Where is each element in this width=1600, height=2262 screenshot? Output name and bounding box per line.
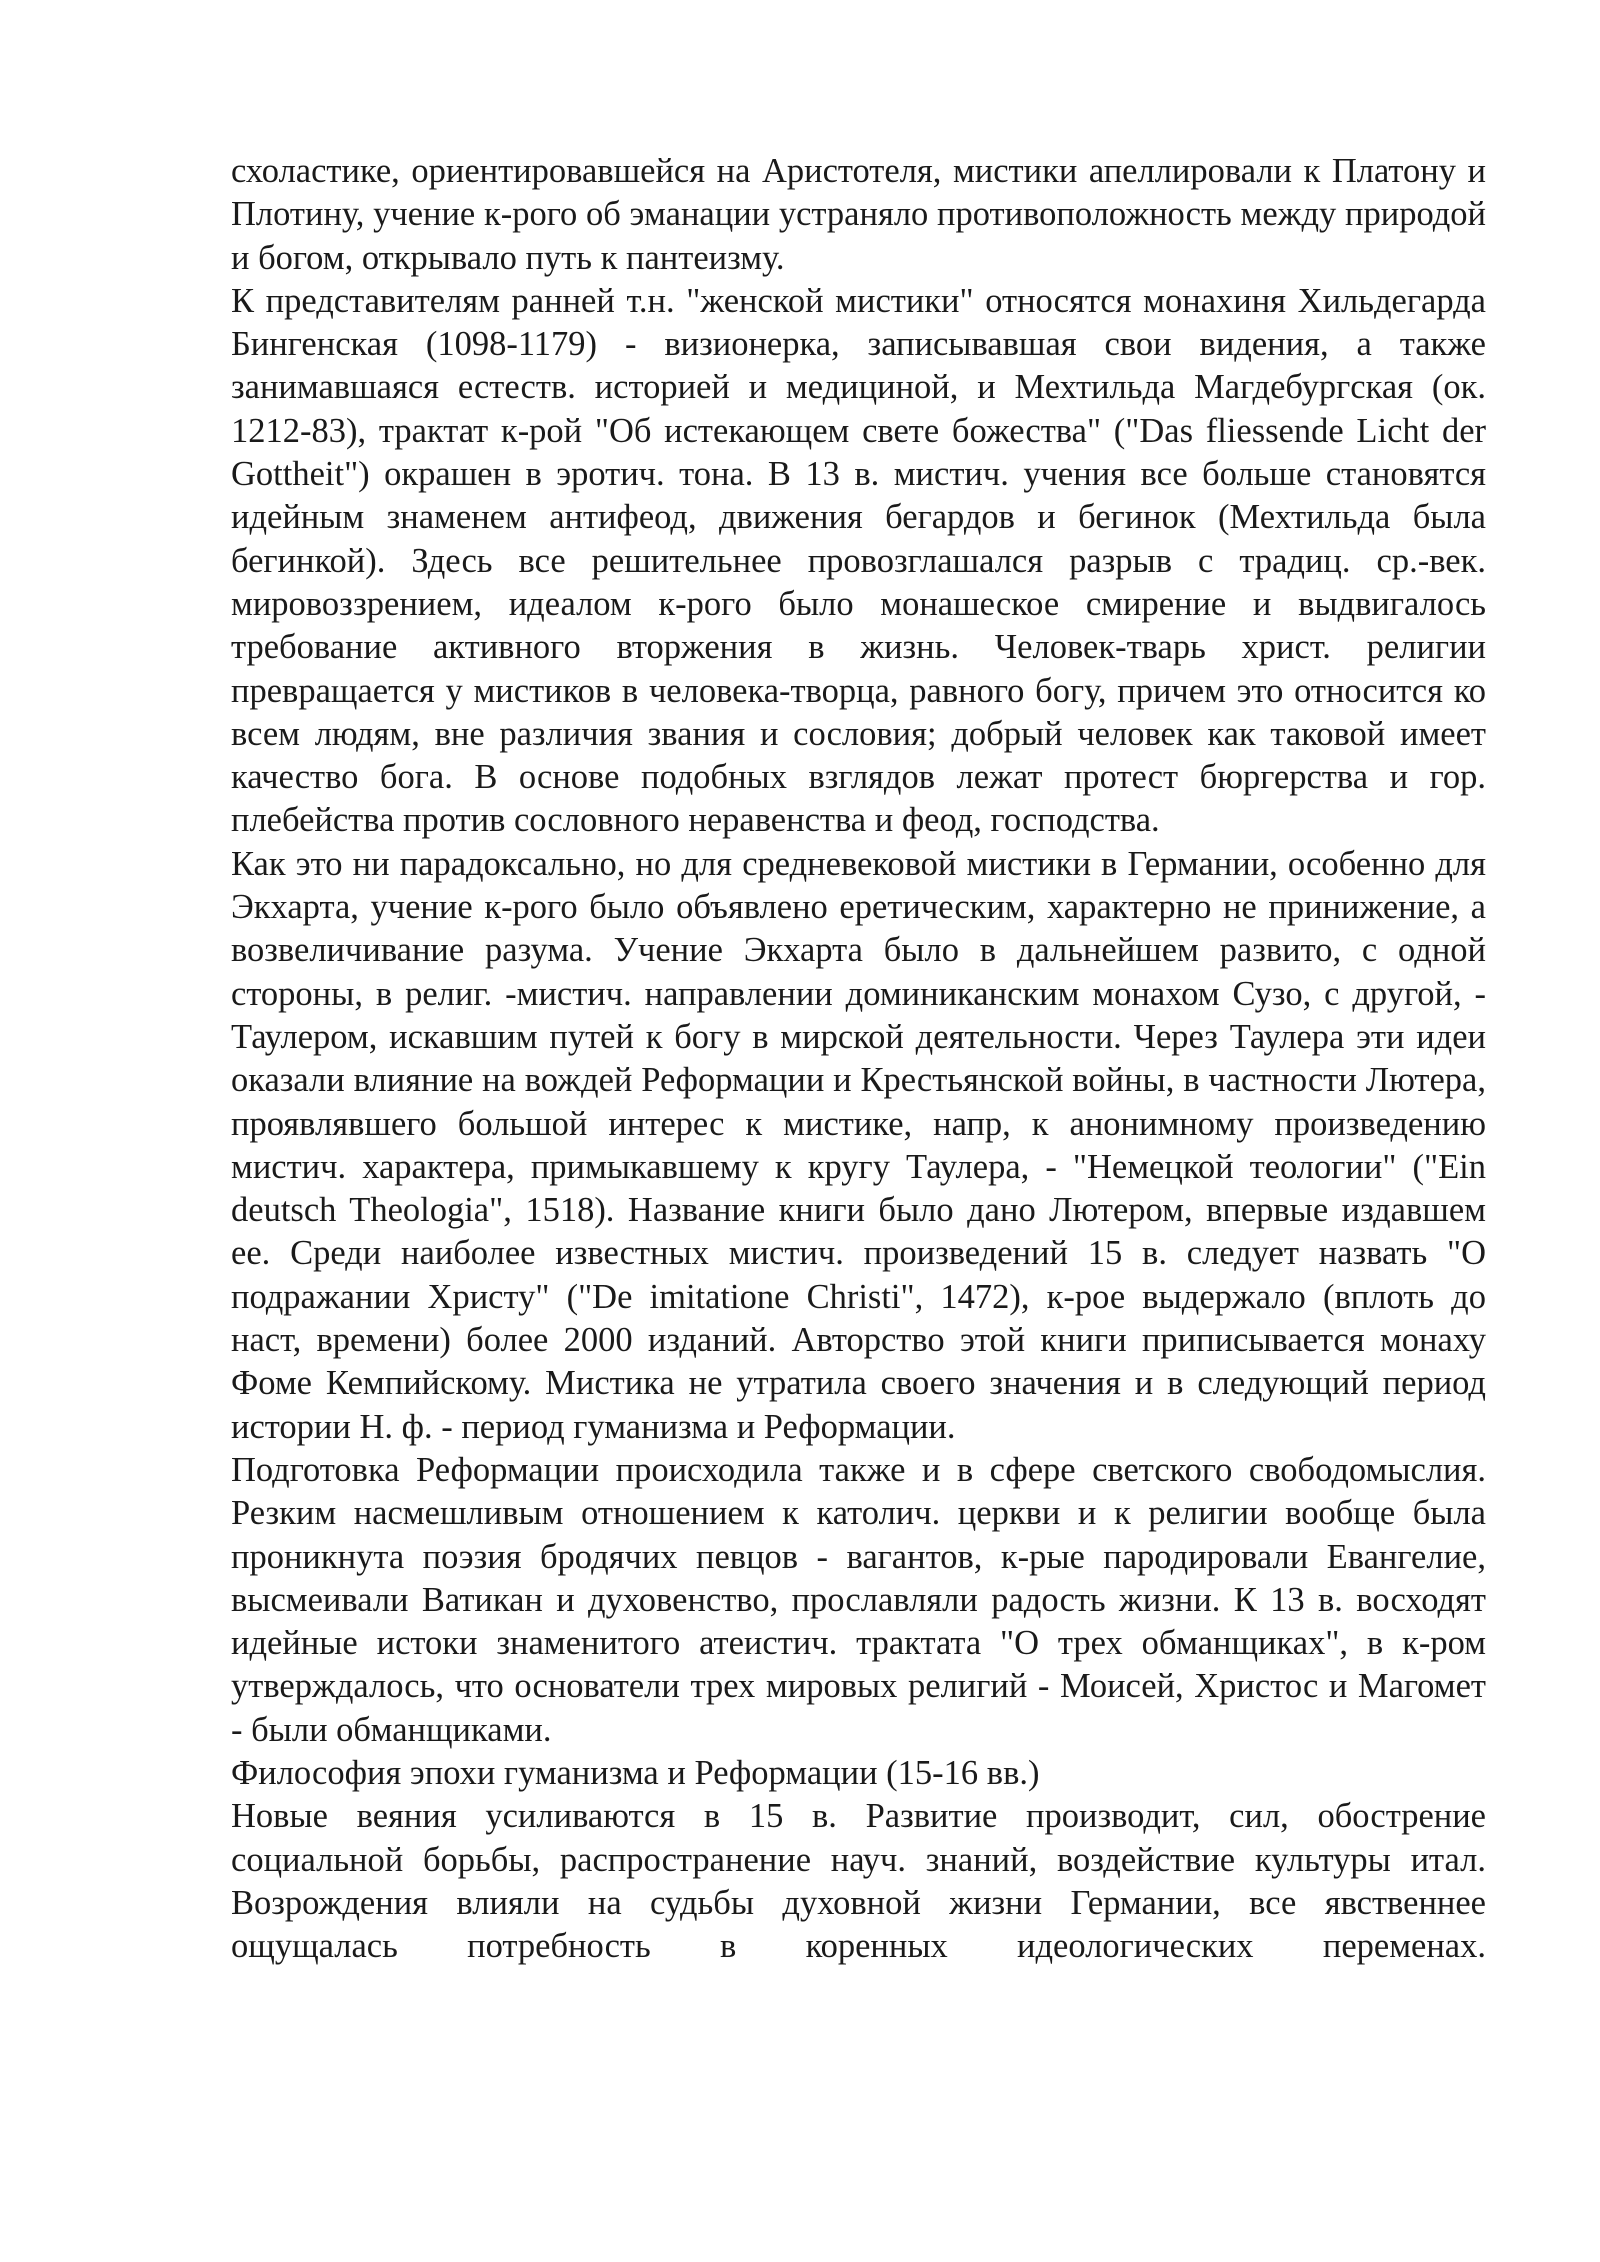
paragraph-reformation-freethinking: Подготовка Реформации происходила также и в сфере светского свободомыслия. Резким насмешливым отношением к католич. церкви и к религии вообще была проникнута поэзия бродячих певцов - вагантов, к-рые пародировали Евангелие, высмеивали Ватикан и духовенство, прославляли радость жизни. К 13 в. восходят идейные истоки знаменитого атеистич. трактата "О трех обманщиках", в к-ром утверждалось, что основатели трех мировых религий - Моисей, Христос и Магомет - были обманщиками.	[231, 1450, 1486, 1749]
paragraph-womens-mysticism: К представителям ранней т.н. "женской мистики" относятся монахиня Хильдегарда Бингенская (1098-1179) - визионерка, записывавшая свои видения, а также занимавшаяся естеств. историей и медициной, и Мехтильда Магдебургская (ок. 1212-83), трактат к-рой "Об истекающем свете божества" ("Das fliessende Licht der Gottheit") окрашен в эротич. тона. В 13 в. мистич. учения все больше становятся идейным знаменем антифеод, движения бегардов и бегинок (Мехтильда была бегинкой). Здесь все решительнее провозглашался разрыв с традиц. ср.-век. мировоззрением, идеалом к-рого было монашеское смирение и выдвигалось требование активного вторжения в жизнь. Человек-тварь христ. религии превращается у мистиков в человека-творца, равного богу, причем это относится ко всем людям, вне различия звания и сословия; добрый человек как таковой имеет качество бога. В основе подобных взглядов лежат протест бюргерства и гор. плебейства против сословного неравенства и феод, господства.	[231, 281, 1486, 840]
paragraph-new-trends: Новые веяния усиливаются в 15 в. Развитие производит, сил, обострение социальной борьбы, распространение науч. знаний, воздействие культуры итал. Возрождения влияли на судьбы духовной жизни Германии, все явственнее ощущалась потребность в коренных идеологических переменах.	[231, 1797, 1486, 1966]
section-heading: Философия эпохи гуманизма и Реформации (15-16 вв.)	[231, 1753, 1040, 1792]
paragraph-eckhart: Как это ни парадоксально, но для средневековой мистики в Германии, особенно для Экхарта, учение к-рого было объявлено еретическим, характерно не принижение, а возвеличивание разума. Учение Экхарта было в дальнейшем развито, с одной стороны, в религ. -мистич. направлении доминиканским монахом Сузо, с другой, - Таулером, искавшим путей к богу в мирской деятельности. Через Таулера эти идеи оказали влияние на вождей Реформации и Крестьянской войны, в частности Лютера, проявлявшего большой интерес к мистике, напр, к анонимному произведению мистич. характера, примыкавшему к кругу Таулера, - "Немецкой теологии" ("Ein deutsch Theologia", 1518). Название книги было дано Лютером, впервые издавшем ее. Среди наиболее известных мистич. произведений 15 в. следует назвать "О подражании Христу" ("De imitatione Christi", 1472), к-рое выдержало (вплоть до наст, времени) более 2000 изданий. Авторство этой книги приписывается монаху Фоме Кемпийскому. Мистика не утратила своего значения и в следующий период истории Н. ф. - период гуманизма и Реформации.	[231, 844, 1486, 1446]
document-page	[231, 150, 1486, 1968]
paragraph-scholasticism: схоластике, ориентировавшейся на Аристотеля, мистики апеллировали к Платону и Плотину, учение к-рого об эманации устраняло противоположность между природой и богом, открывало путь к пантеизму.	[231, 152, 1486, 277]
